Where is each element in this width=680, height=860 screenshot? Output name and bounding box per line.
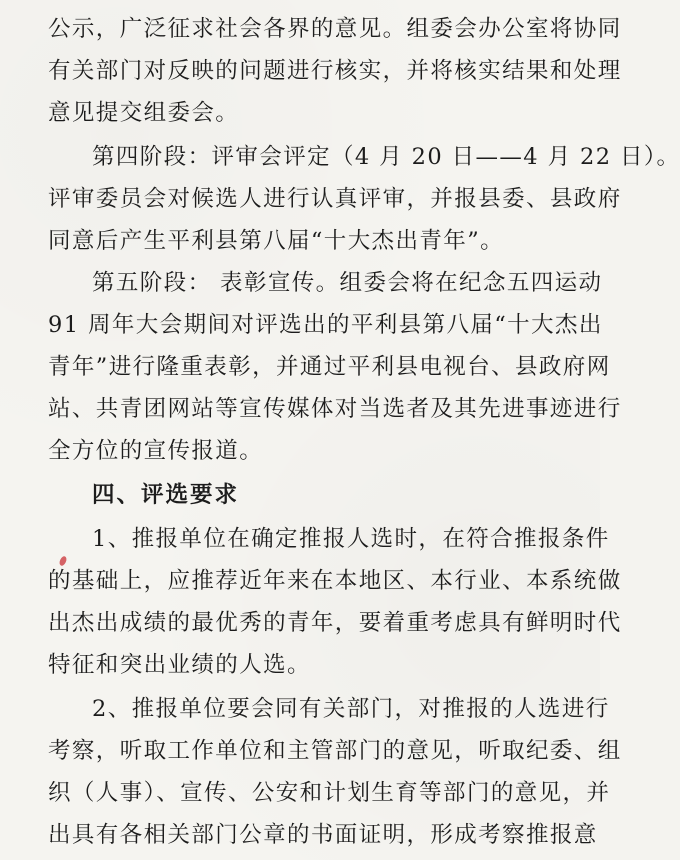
text-line: 考察，听取工作单位和主管部门的意见，听取纪委、组 bbox=[48, 738, 622, 764]
text-line: 特征和突出业绩的人选。 bbox=[48, 652, 311, 678]
text-line: 同意后产生平利县第八届“十大杰出青年”。 bbox=[48, 228, 505, 254]
paragraph-stage-four: 第四阶段：评审会评定（4 月 20 日——4 月 22 日）。 bbox=[92, 144, 680, 170]
text-line: 出具有各相关部门公章的书面证明，形成考察推报意 bbox=[48, 822, 598, 848]
text-line: 织（人事）、宣传、公安和计划生育等部门的意见，并 bbox=[48, 780, 611, 806]
text-line: 评审委员会对候选人进行认真评审，并报县委、县政府 bbox=[48, 186, 622, 212]
section-heading: 四、评选要求 bbox=[92, 482, 240, 508]
text-line: 有关部门对反映的问题进行核实，并将核实结果和处理 bbox=[48, 58, 622, 84]
paragraph-stage-five: 第五阶段： 表彰宣传。组委会将在纪念五四运动 bbox=[92, 270, 603, 296]
text-line: 出杰出成绩的最优秀的青年，要着重考虑具有鲜明时代 bbox=[48, 610, 622, 636]
paragraph-requirement-2: 2、推报单位要会同有关部门，对推报的人选进行 bbox=[92, 696, 610, 722]
text-line: 91 周年大会期间对评选出的平利县第八届“十大杰出 bbox=[48, 312, 603, 338]
text-line: 公示，广泛征求社会各界的意见。组委会办公室将协同 bbox=[48, 16, 622, 42]
paragraph-requirement-1: 1、推报单位在确定推报人选时，在符合推报条件 bbox=[92, 526, 610, 552]
text-line: 站、共青团网站等宣传媒体对当选者及其先进事迹进行 bbox=[48, 396, 622, 422]
text-line: 青年”进行隆重表彰，并通过平利县电视台、县政府网 bbox=[48, 354, 611, 380]
text-line: 的基础上，应推荐近年来在本地区、本行业、本系统做 bbox=[48, 568, 622, 594]
text-line: 全方位的宣传报道。 bbox=[48, 438, 264, 464]
text-line: 意见提交组委会。 bbox=[48, 100, 240, 126]
